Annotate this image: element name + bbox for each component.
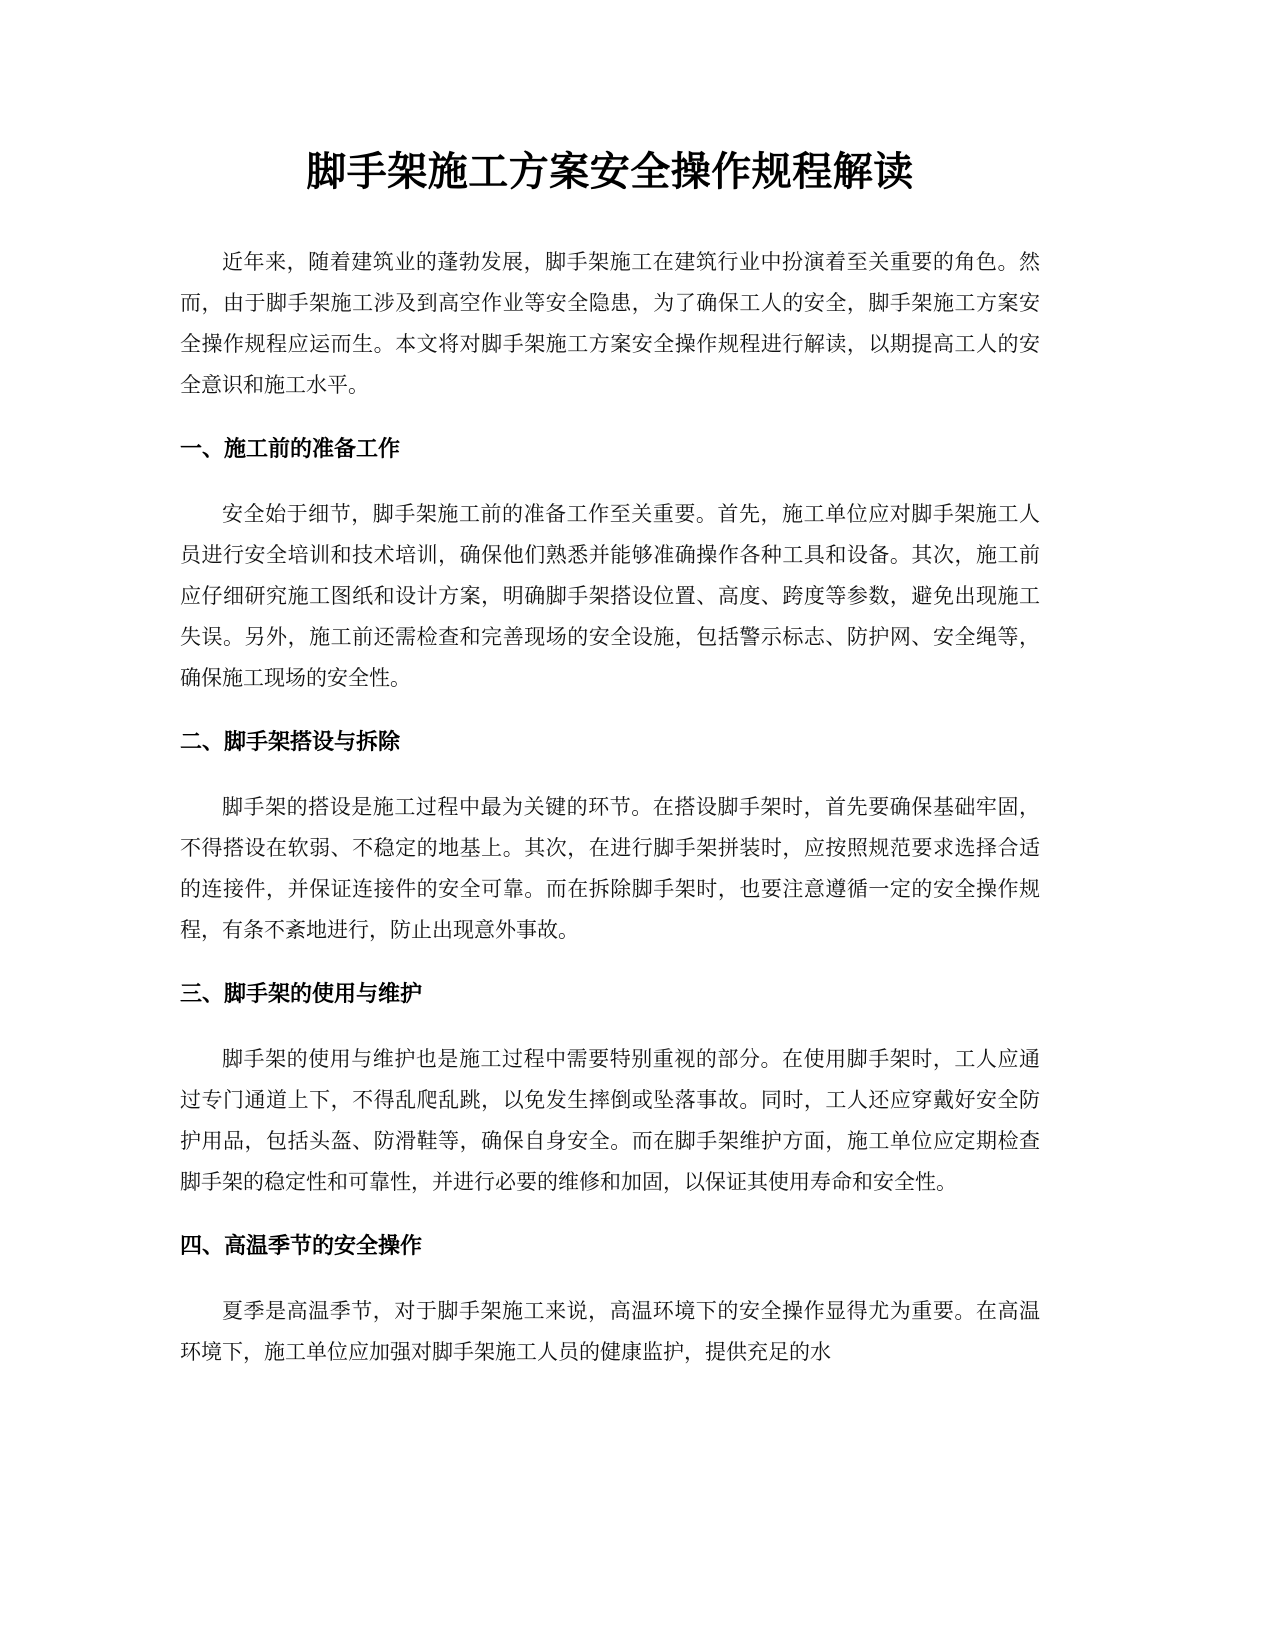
section-heading: 四、高温季节的安全操作 <box>180 1234 423 1259</box>
section-heading: 三、脚手架的使用与维护 <box>180 982 423 1007</box>
section-preparation <box>180 428 1040 699</box>
section-paragraph: 安全始于细节，脚手架施工前的准备工作至关重要。首先，施工单位应对脚手架施工人员进行安全培训和技术培训，确保他们熟悉并能够准确操作各种工具和设备。其次，施工前应仔细研究施工图纸和设计方案，明确脚手架搭设位置、高度、跨度等参数，避免出现施工失误。另外，施工前还需检查和完善现场的安全设施，包括警示标志、防护网、安全绳等，确保施工现场的安全性。 <box>180 502 1040 690</box>
section-paragraph: 脚手架的使用与维护也是施工过程中需要特别重视的部分。在使用脚手架时，工人应通过专门通道上下，不得乱爬乱跳，以免发生摔倒或坠落事故。同时，工人还应穿戴好安全防护用品，包括头盔、防滑鞋等，确保自身安全。而在脚手架维护方面，施工单位应定期检查脚手架的稳定性和可靠性，并进行必要的维修和加固，以保证其使用寿命和安全性。 <box>180 1047 1040 1194</box>
intro-paragraph: 近年来，随着建筑业的蓬勃发展，脚手架施工在建筑行业中扮演着至关重要的角色。然而，由于脚手架施工涉及到高空作业等安全隐患，为了确保工人的安全，脚手架施工方案安全操作规程应运而生。本文将对脚手架施工方案安全操作规程进行解读，以期提高工人的安全意识和施工水平。 <box>180 250 1040 397</box>
section-high-temperature <box>180 1225 1040 1373</box>
section-heading: 二、脚手架搭设与拆除 <box>180 730 401 755</box>
document-content <box>180 142 1040 1373</box>
section-paragraph: 夏季是高温季节，对于脚手架施工来说，高温环境下的安全操作显得尤为重要。在高温环境下，施工单位应加强对脚手架施工人员的健康监护，提供充足的水 <box>180 1299 1040 1364</box>
section-use-maintenance <box>180 973 1040 1203</box>
section-heading: 一、施工前的准备工作 <box>180 437 401 462</box>
section-paragraph: 脚手架的搭设是施工过程中最为关键的环节。在搭设脚手架时，首先要确保基础牢固，不得搭设在软弱、不稳定的地基上。其次，在进行脚手架拼装时，应按照规范要求选择合适的连接件，并保证连接件的安全可靠。而在拆除脚手架时，也要注意遵循一定的安全操作规程，有条不紊地进行，防止出现意外事故。 <box>180 795 1040 942</box>
document-title: 脚手架施工方案安全操作规程解读 <box>306 149 914 195</box>
section-erection-dismantling <box>180 721 1040 951</box>
